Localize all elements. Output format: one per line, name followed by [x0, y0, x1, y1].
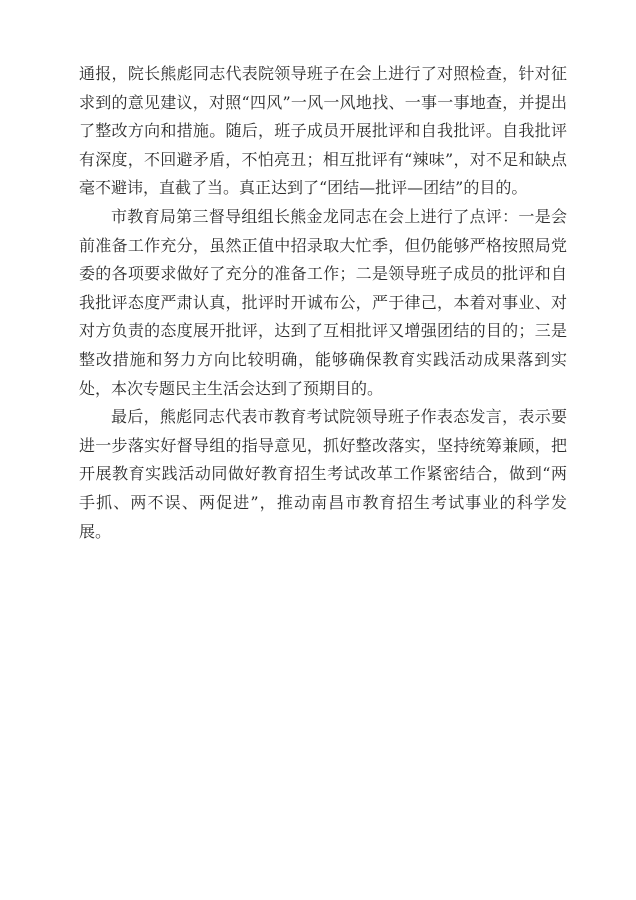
paragraph-2: 市教育局第三督导组组长熊金龙同志在会上进行了点评：一是会前准备工作充分，虽然正值中招录取大忙季，但仍能够严格按照局党委的各项要求做好了充分的准备工作；二是领导班子成员的批评和自我批评态度严肃认真，批评时开诚布公，严于律己，本着对事业、对对方负责的态度展开批评，达到了互相批评又增强团结的目的；三是整改措施和努力方向比较明确，能够确保教育实践活动成果落到实处，本次专题民主生活会达到了预期目的。	[79, 206, 567, 398]
paragraph-3: 最后，熊彪同志代表市教育考试院领导班子作表态发言，表示要进一步落实好督导组的指导意见，抓好整改落实，坚持统筹兼顾，把开展教育实践活动同做好教育招生考试改革工作紧密结合，做到“两手抓、两不误、两促进”，推动南昌市教育招生考试事业的科学发展。	[79, 407, 567, 541]
document-body	[79, 60, 567, 546]
paragraph-1: 通报，院长熊彪同志代表院领导班子在会上进行了对照检查，针对征求到的意见建议，对照“四风”一风一风地找、一事一事地查，并提出了整改方向和措施。随后，班子成员开展批评和自我批评。自我批评有深度，不回避矛盾，不怕亮丑；相互批评有“辣味”，对不足和缺点毫不避讳，直截了当。真正达到了“团结—批评—团结”的目的。	[79, 64, 567, 198]
